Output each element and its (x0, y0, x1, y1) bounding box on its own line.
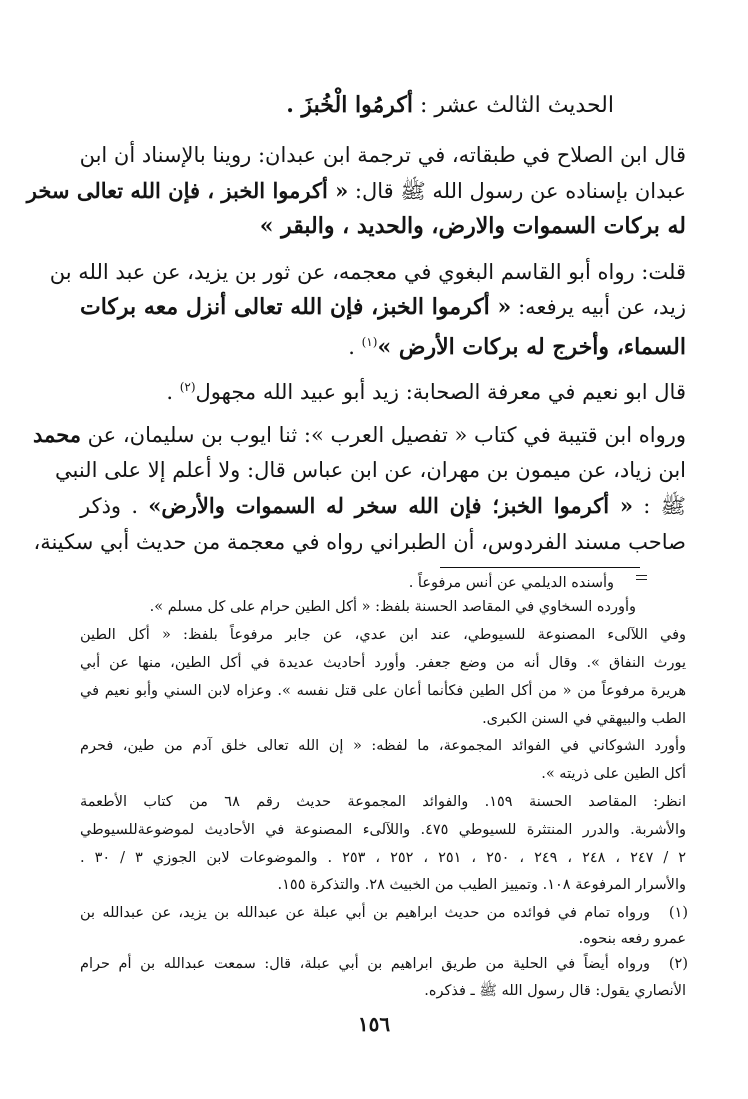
footnote-1-line2: عمرو رفعه بنحوه. (578, 931, 686, 947)
note-5-line4: والأسرار المرفوعة ١٠٨. وتمييز الطيب من الخبيث ٢٨. والتذكرة ١٥٥. (277, 877, 686, 893)
note-3-line4: الطب والبيهقي في السنن الكبرى. (482, 711, 686, 727)
para4-line3-start: ﷺ : (633, 494, 687, 518)
footnote-separator (440, 567, 640, 568)
para4-line1-text: ورواه ابن قتيبة في كتاب « تفصيل العرب »: ثنا ايوب بن سليمان، عن (81, 423, 686, 447)
hadith-heading (286, 92, 614, 118)
para4-line2: ابن زياد، عن ميمون بن مهران، عن ابن عباس قال: ولا أعلم إلا على النبي (55, 458, 686, 482)
para3-end: . (166, 380, 180, 404)
note-4-line1: وأورد الشوكاني في الفوائد المجموعة، ما لفظه: « إن الله تعالى خلق آدم من طين، فحرم (80, 738, 686, 754)
para3-line1 (166, 372, 686, 407)
heading-end: . (286, 92, 302, 118)
para1-quote-part2: له بركات السموات والارض، والحديد ، والبقر » (259, 213, 686, 239)
para2-quote-part2: السماء، وأخرج له بركات الأرض » (377, 334, 686, 360)
note-4-line2: أكل الطين على ذريته ». (541, 766, 686, 782)
note-3-line3: هريرة مرفوعاً من « من أكل الطين فكأنما أعان على قتل نفسه ». وعزاه لابن السني وأبو نعيم في (80, 683, 686, 699)
footnote-1-number: (١) (668, 905, 688, 921)
para1-quote-part1: « أكرموا الخبز ، فإن الله تعالى سخر (26, 178, 349, 203)
note-3-line1: وفي اللآلىء المصنوعة للسيوطي، عند ابن عدي، عن جابر مرفوعاً بلفظ: « أكل الطين (80, 627, 686, 643)
para2-line2 (80, 292, 686, 322)
para4-line4: صاحب مسند الفردوس، أن الطبراني رواه في معجمة من حديث أبي سكينة، (33, 530, 686, 554)
note-5-line1: انظر: المقاصد الحسنة ١٥٩. والفوائد المجموعة حديث رقم ٦٨ من كتاب الأطعمة (80, 794, 686, 810)
heading-title: أكرمُوا الْخُبزَ (301, 92, 413, 118)
para2-line1: قلت: رواه أبو القاسم البغوي في معجمه، عن ثور بن يزيد، عن عبد الله بن (49, 260, 686, 284)
footnote-ref-2: (٢) (179, 380, 196, 394)
para4-line1-bold: محمد (33, 422, 81, 447)
para3-text: قال ابو نعيم في معرفة الصحابة: زيد أبو عبيد الله مجهول (195, 380, 686, 404)
heading-prefix: الحديث الثالث عشر : (412, 93, 614, 118)
para1-line2 (26, 176, 686, 206)
footnote-1-line1: ورواه تمام في فوائده من حديث ابراهيم بن أبي عبلة عن عبدالله بن يزيد، عن عبدالله بن (80, 905, 650, 921)
para1-line2-text: عبدان بإسناده عن رسول الله ﷺ قال: (348, 179, 686, 203)
para4-line3 (80, 491, 686, 521)
note-5-line2: والأشربة. والدرر المنتثرة للسيوطي ٤٧٥. واللآلىء المصنوعة في الأحاديث لموضوعةللسيوطي (80, 822, 686, 838)
para2-line2-text: زيد، عن أبيه يرفعه: (511, 295, 687, 319)
footnote-2-line2: الأنصاري يقول: قال رسول الله ﷺ ـ فذكره. (424, 983, 686, 999)
para2-quote-part1: « أكرموا الخبز، فإن الله تعالى أنزل معه بركات (80, 294, 512, 320)
footnote-ref-1: (١) (361, 335, 378, 349)
footnote-2-number: (٢) (668, 956, 688, 972)
para4-quote: « أكرموا الخبز؛ فإن الله سخر له السموات والأرض» (148, 493, 634, 518)
para4-line3-end: . وذكر (80, 494, 149, 518)
para2-line3 (348, 327, 686, 362)
note-3-line2: يورث النفاق ». وقال أنه من وضع جعفر. وأورد أحاديث عديدة في أكل الطين، منها عن أبي (80, 655, 686, 671)
para4-line1 (33, 420, 686, 450)
footnote-2-line1: ورواه أيضاً في الحلية من طريق ابراهيم بن أبي عبلة، قال: سمعت عبدالله بن أم حرام (80, 956, 650, 972)
para1-line1: قال ابن الصلاح في طبقاته، في ترجمة ابن عبدان: روينا بالإسناد أن ابن (79, 143, 686, 167)
continuation-marker (636, 575, 647, 576)
para2-line3-end: . (348, 335, 362, 359)
page-number: ١٥٦ (357, 1012, 391, 1036)
note-1: وأسنده الديلمي عن أنس مرفوعاً . (408, 575, 614, 591)
note-2: وأورده السخاوي في المقاصد الحسنة بلفظ: « أكل الطين حرام على كل مسلم ». (149, 599, 636, 615)
note-5-line3: ٢ / ٢٤٧ ، ٢٤٨ ، ٢٤٩ ، ٢٥٠ ، ٢٥١ ، ٢٥٢ ، ٢٥٣ . والموضوعات لابن الجوزي ٣ / ٣٠ . (80, 850, 687, 866)
